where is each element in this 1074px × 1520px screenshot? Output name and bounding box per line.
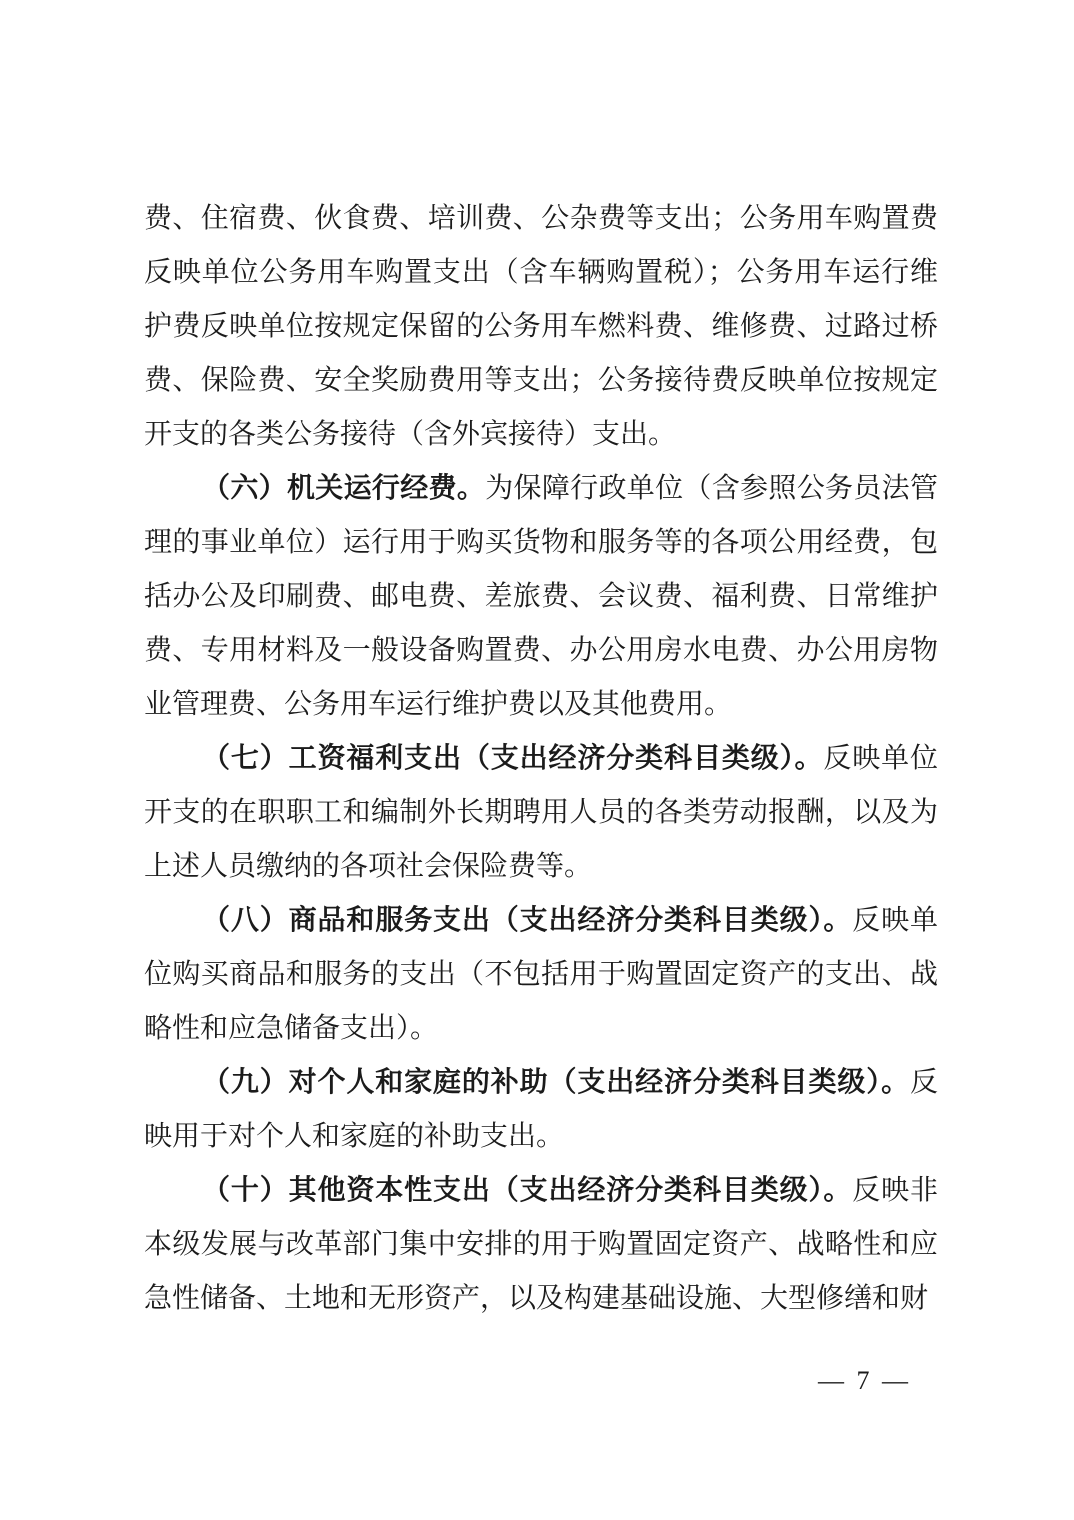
paragraph-text: 反映用于对个人和家庭的补助支出。 bbox=[144, 1067, 938, 1152]
section-heading: （七）工资福利支出（支出经济分类科目类级）。 bbox=[202, 743, 824, 774]
section-heading: （八）商品和服务支出（支出经济分类科目类级）。 bbox=[202, 905, 853, 936]
section-heading: （六）机关运行经费。 bbox=[202, 473, 486, 504]
paragraph-section-7 bbox=[144, 732, 938, 894]
section-heading: （九）对个人和家庭的补助（支出经济分类科目类级）。 bbox=[202, 1067, 910, 1098]
page-number: — 7 — bbox=[818, 1366, 911, 1395]
paragraph-text: 反映非本级发展与改革部门集中安排的用于购置固定资产、战略性和应急性储备、土地和无形资产，以及构建基础设施、大型修缮和财 bbox=[144, 1175, 938, 1314]
document-body bbox=[144, 192, 938, 1326]
paragraph-text: 反映单位购买商品和服务的支出（不包括用于购置固定资产的支出、战略性和应急储备支出）。 bbox=[144, 905, 938, 1044]
paragraph-continuation bbox=[144, 192, 938, 462]
paragraph-text: 费、住宿费、伙食费、培训费、公杂费等支出；公务用车购置费反映单位公务用车购置支出（含车辆购置税）；公务用车运行维护费反映单位按规定保留的公务用车燃料费、维修费、过路过桥费、保险费、安全奖励费用等支出；公务接待费反映单位按规定开支的各类公务接待（含外宾接待）支出。 bbox=[144, 203, 938, 450]
paragraph-section-10 bbox=[144, 1164, 938, 1326]
paragraph-text: 为保障行政单位（含参照公务员法管理的事业单位）运行用于购买货物和服务等的各项公用经费，包括办公及印刷费、邮电费、差旅费、会议费、福利费、日常维护费、专用材料及一般设备购置费、办公用房水电费、办公用房物业管理费、公务用车运行维护费以及其他费用。 bbox=[144, 473, 938, 720]
paragraph-section-8 bbox=[144, 894, 938, 1056]
paragraph-section-9 bbox=[144, 1056, 938, 1164]
paragraph-section-6 bbox=[144, 462, 938, 732]
paragraph-text: 反映单位开支的在职职工和编制外长期聘用人员的各类劳动报酬，以及为上述人员缴纳的各项社会保险费等。 bbox=[144, 743, 938, 882]
section-heading: （十）其他资本性支出（支出经济分类科目类级）。 bbox=[202, 1175, 853, 1206]
